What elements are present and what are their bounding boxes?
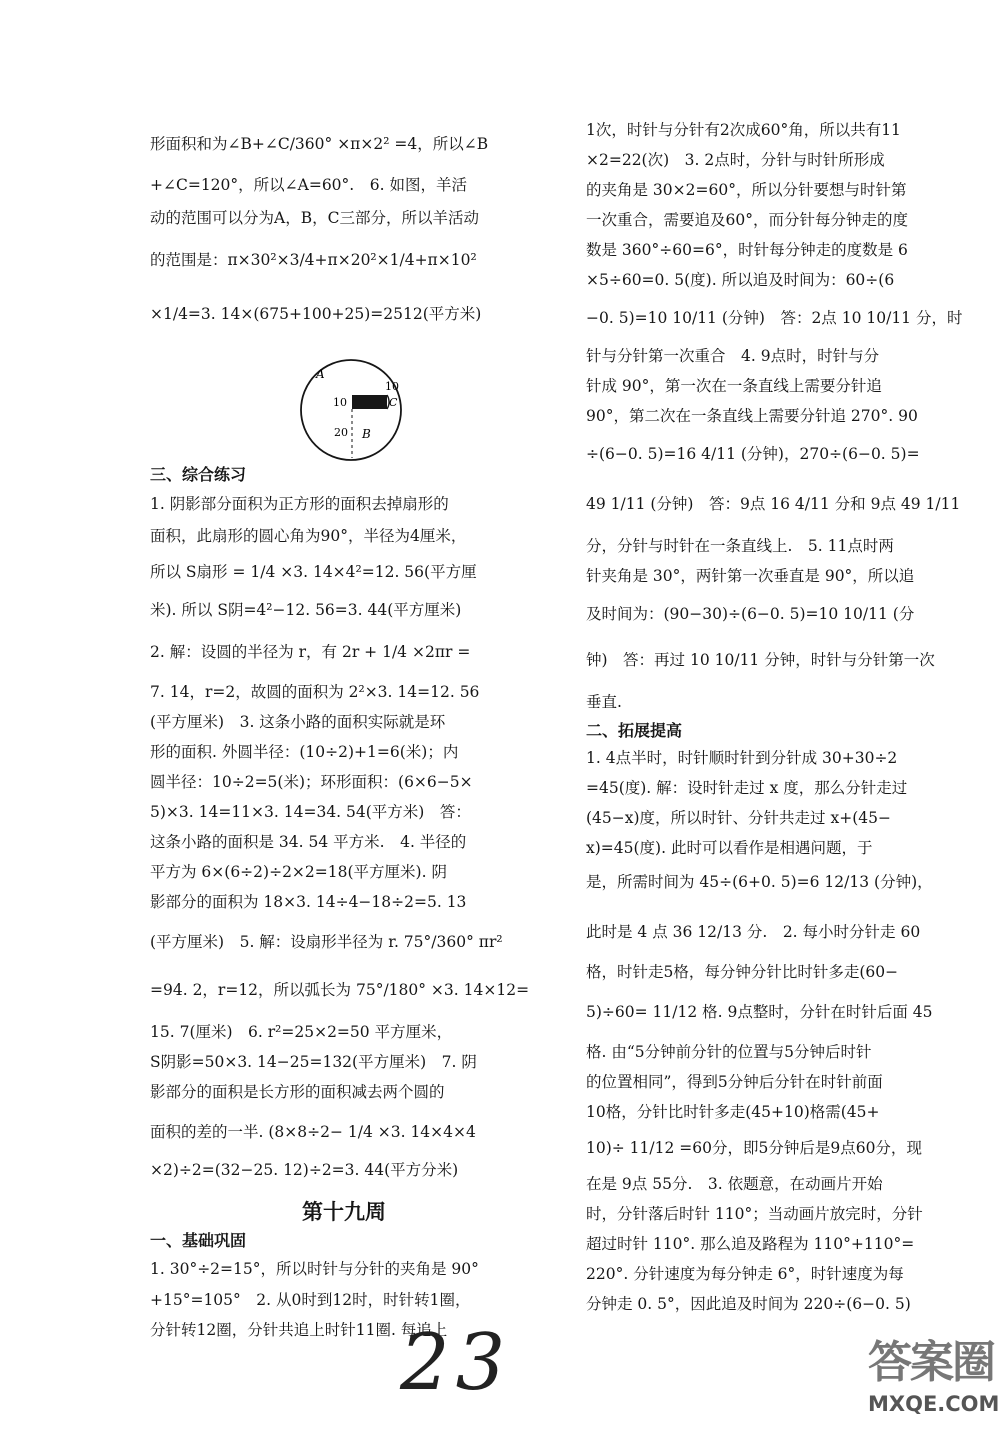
text-line: 针夹角是 30°，两针第一次垂直是 90°，所以追 bbox=[586, 567, 915, 585]
text-line: 这条小路的面积是 34. 54 平方米. 4. 半径的 bbox=[150, 833, 467, 851]
text-line: ×1/4=3. 14×(675+100+25)=2512(平方米) bbox=[150, 305, 482, 323]
watermark bbox=[866, 1320, 1000, 1438]
text-line: 分针转12圈，分针共追上时针11圈. 每追上 bbox=[150, 1321, 448, 1339]
text-line: S阴影=50×3. 14−25=132(平方厘米) 7. 阴 bbox=[150, 1053, 477, 1071]
text-line: 的位置相同”，得到5分钟后分针在时针前面 bbox=[586, 1073, 883, 1091]
text-line: 米). 所以 S阴=4²−12. 56=3. 44(平方厘米) bbox=[150, 601, 462, 619]
text-line: 5)÷60= 11/12 格. 9点整时，分针在时针后面 45 bbox=[586, 1003, 933, 1021]
text-line: 1次，时针与分针有2次成60°角，所以共有11 bbox=[586, 121, 901, 139]
text-line: +∠C=120°，所以∠A=60°. 6. 如图，羊活 bbox=[150, 176, 467, 194]
text-line: 圆半径：10÷2=5(米)；环形面积：(6×6−5× bbox=[150, 773, 473, 791]
text-line: 49 1/11 (分钟) 答：9点 16 4/11 分和 9点 49 1/11 bbox=[586, 495, 961, 513]
text-line: 时，分针落后时针 110°；当动画片放完时，分针 bbox=[586, 1205, 923, 1223]
region-label-a: A bbox=[316, 367, 325, 381]
text-line: 1. 4点半时，时针顺时针到分针成 30+30÷2 bbox=[586, 749, 898, 767]
text-line: +15°=105° 2. 从0时到12时，时针转1圈， bbox=[150, 1291, 471, 1309]
text-line: (平方厘米) 5. 解：设扇形半径为 r. 75°/360° πr² bbox=[150, 933, 503, 951]
text-line: 一次重合，需要追及60°，而分针每分钟走的度 bbox=[586, 211, 908, 229]
text-line: 面积的差的一半. (8×8÷2− 1/4 ×3. 14×4×4 bbox=[150, 1123, 476, 1141]
region-label-c: C bbox=[389, 396, 398, 409]
text-line: 形面积和为∠B+∠C/360° ×π×2² =4，所以∠B bbox=[150, 135, 489, 153]
text-line: (平方厘米) 3. 这条小路的面积实际就是环 bbox=[150, 713, 446, 731]
watermark-logo: 答案圈 bbox=[868, 1337, 994, 1388]
sheep-area-figure bbox=[288, 352, 428, 462]
text-line: 格. 由“5分钟前分针的位置与5分钟后时针 bbox=[586, 1043, 872, 1061]
text-line: 10格，分针比时针多走(45+10)格需(45+ bbox=[586, 1103, 880, 1121]
text-line: 的范围是：π×30²×3/4+π×20²×1/4+π×10² bbox=[150, 251, 477, 269]
text-line: =94. 2，r=12，所以弧长为 75°/180° ×3. 14×12= bbox=[150, 981, 530, 999]
text-line: 7. 14，r=2，故圆的面积为 2²×3. 14=12. 56 bbox=[150, 683, 480, 701]
text-line: 分钟走 0. 5°，因此追及时间为 220÷(6−0. 5) bbox=[586, 1295, 911, 1313]
dimension-label: 20 bbox=[334, 426, 348, 439]
text-line: 超过时针 110°. 那么追及路程为 110°+110°= bbox=[586, 1235, 915, 1253]
dimension-label: 10 bbox=[333, 396, 347, 409]
text-line: ×2)÷2=(32−25. 12)÷2=3. 44(平方分米) bbox=[150, 1161, 459, 1179]
week-title: 第十九周 bbox=[302, 1200, 386, 1224]
text-line: (45−x)度，所以时针、分针共走过 x+(45− bbox=[586, 809, 891, 827]
text-line: 90°，第二次在一条直线上需要分针追 270°. 90 bbox=[586, 407, 918, 425]
text-line: 所以 S扇形 = 1/4 ×3. 14×4²=12. 56(平方厘 bbox=[150, 563, 477, 581]
text-line: 15. 7(厘米) 6. r²=25×2=50 平方厘米， bbox=[150, 1023, 453, 1041]
text-line: 针与分针第一次重合 4. 9点时，时针与分 bbox=[586, 347, 880, 365]
text-line: 及时间为：(90−30)÷(6−0. 5)=10 10/11 (分 bbox=[586, 605, 915, 623]
text-line: 此时是 4 点 36 12/13 分. 2. 每小时分针走 60 bbox=[586, 923, 921, 941]
text-line: 5)×3. 14=11×3. 14=34. 54(平方米) 答： bbox=[150, 803, 471, 821]
text-line: x)=45(度). 此时可以看作是相遇问题，于 bbox=[586, 839, 873, 857]
text-line: ×5÷60=0. 5(度). 所以追及时间为：60÷(6 bbox=[586, 271, 895, 289]
section-heading: 三、综合练习 bbox=[150, 465, 247, 484]
text-line: =45(度). 解：设时针走过 x 度，那么分针走过 bbox=[586, 779, 908, 797]
region-label-b: B bbox=[362, 427, 371, 441]
text-line: 1. 阴影部分面积为正方形的面积去掉扇形的 bbox=[150, 495, 449, 513]
text-line: 2. 解：设圆的半径为 r，有 2r + 1/4 ×2πr = bbox=[150, 643, 471, 661]
text-line: 1. 30°÷2=15°，所以时针与分针的夹角是 90° bbox=[150, 1260, 479, 1278]
dimension-label: 10 bbox=[385, 380, 399, 393]
text-line: 形的面积. 外圆半径：(10÷2)+1=6(米)；内 bbox=[150, 743, 459, 761]
text-line: 影部分的面积是长方形的面积减去两个圆的 bbox=[150, 1083, 445, 1101]
section-heading: 一、基础巩固 bbox=[150, 1231, 247, 1250]
page-number: 23 bbox=[400, 1318, 512, 1408]
text-line: 面积，此扇形的圆心角为90°，半径为4厘米， bbox=[150, 527, 467, 545]
text-line: 平方为 6×(6÷2)÷2×2=18(平方厘米). 阴 bbox=[150, 863, 447, 881]
text-line: 动的范围可以分为A，B，C三部分，所以羊活动 bbox=[150, 209, 479, 227]
text-line: 数是 360°÷60=6°，时针每分钟走的度数是 6 bbox=[586, 241, 908, 259]
text-line: 10)÷ 11/12 =60分，即5分钟后是9点60分，现 bbox=[586, 1139, 922, 1157]
text-line: 分，分针与时针在一条直线上. 5. 11点时两 bbox=[586, 537, 894, 555]
text-line: 影部分的面积为 18×3. 14÷4−18÷2=5. 13 bbox=[150, 893, 467, 911]
section-heading: 二、拓展提高 bbox=[586, 721, 683, 740]
text-line: ×2=22(次) 3. 2点时，分针与时针所形成 bbox=[586, 151, 885, 169]
text-line: 的夹角是 30×2=60°，所以分针要想与时针第 bbox=[586, 181, 907, 199]
text-line: −0. 5)=10 10/11 (分钟) 答：2点 10 10/11 分，时 bbox=[586, 309, 963, 327]
text-line: ÷(6−0. 5)=16 4/11 (分钟)，270÷(6−0. 5)= bbox=[586, 445, 920, 463]
text-line: 格，时针走5格，每分钟分针比时针多走(60− bbox=[586, 963, 899, 981]
text-line: 是，所需时间为 45÷(6+0. 5)=6 12/13 (分钟)， bbox=[586, 873, 933, 891]
text-line: 针成 90°，第一次在一条直线上需要分针追 bbox=[586, 377, 882, 395]
watermark-url: MXQE.COM bbox=[868, 1392, 1000, 1416]
text-line: 垂直. bbox=[586, 693, 622, 711]
text-line: 钟) 答：再过 10 10/11 分钟，时针与分针第一次 bbox=[586, 651, 935, 669]
text-line: 220°. 分针速度为每分钟走 6°，时针速度为每 bbox=[586, 1265, 904, 1283]
text-line: 在是 9点 55分. 3. 依题意，在动画片开始 bbox=[586, 1175, 883, 1193]
barn-rectangle bbox=[352, 395, 387, 409]
